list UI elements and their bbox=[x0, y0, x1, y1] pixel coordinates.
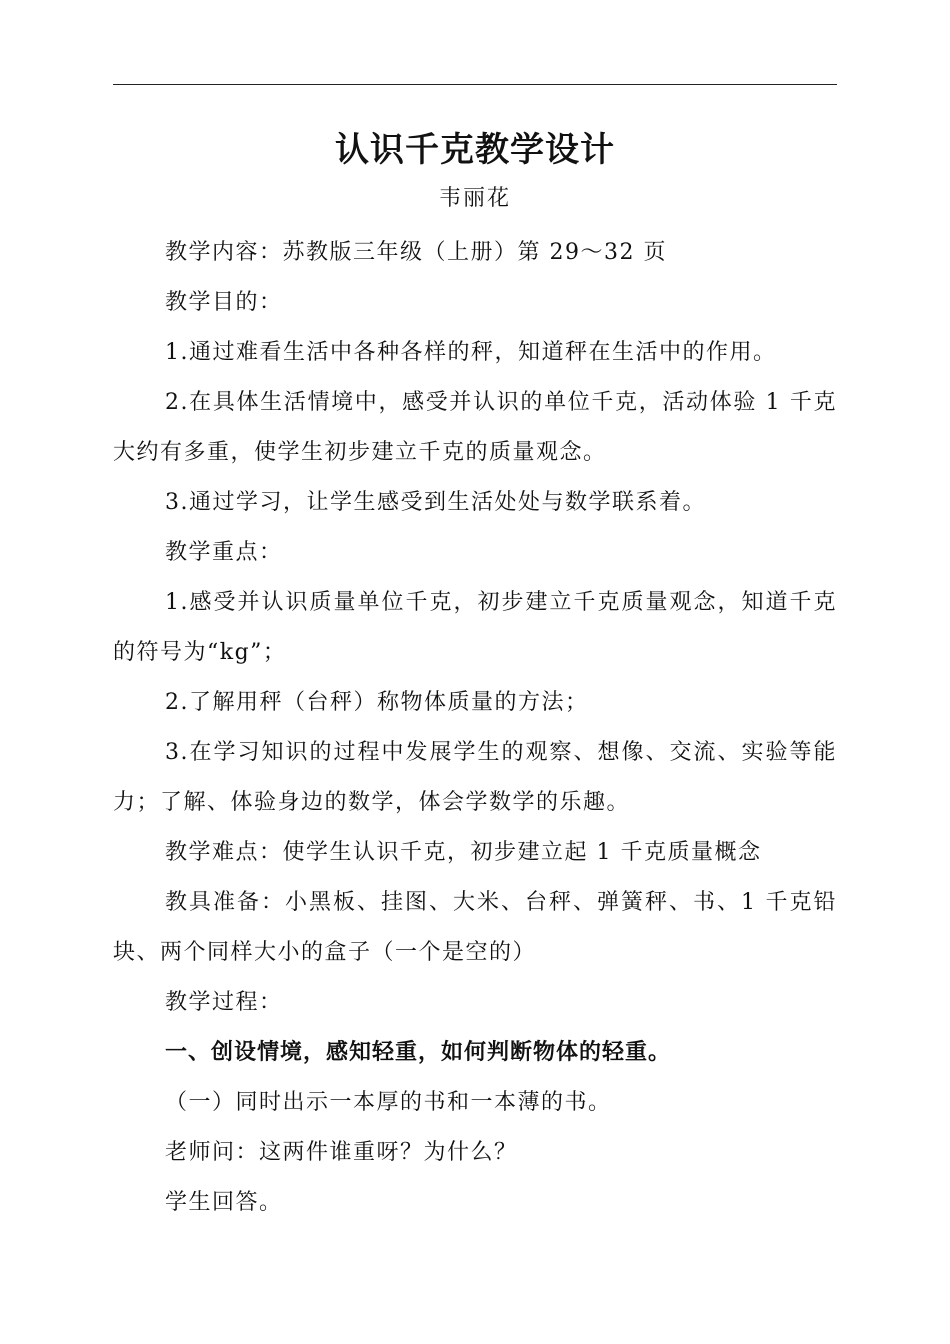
paragraph-key-point-1: 1.感受并认识质量单位千克，初步建立千克质量观念，知道千克的符号为“kg”； bbox=[113, 590, 837, 665]
paragraph-step-1: （一）同时出示一本厚的书和一本薄的书。 bbox=[165, 1090, 612, 1115]
paragraph-key-points-heading: 教学重点： bbox=[165, 540, 283, 565]
paragraph-teacher-question: 老师问：这两件谁重呀？为什么？ bbox=[165, 1140, 518, 1165]
document-title: 认识千克教学设计 bbox=[335, 130, 615, 170]
paragraph-student-answer: 学生回答。 bbox=[165, 1190, 283, 1215]
paragraph-key-point-2: 2.了解用秤（台秤）称物体质量的方法； bbox=[165, 690, 589, 715]
header-rule bbox=[113, 84, 837, 85]
paragraph-goal-3: 3.通过学习，让学生感受到生活处处与数学联系着。 bbox=[165, 490, 706, 515]
paragraph-key-point-3: 3.在学习知识的过程中发展学生的观察、想像、交流、实验等能力；了解、体验身边的数学，体会学数学的乐趣。 bbox=[113, 740, 837, 815]
section-heading-1: 一、创设情境，感知轻重，如何判断物体的轻重。 bbox=[165, 1040, 672, 1065]
paragraph-teaching-goals-heading: 教学目的： bbox=[165, 290, 283, 315]
paragraph-process-heading: 教学过程： bbox=[165, 990, 283, 1015]
document-author: 韦丽花 bbox=[438, 186, 511, 211]
paragraph-teaching-content: 教学内容：苏教版三年级（上册）第 29～32 页 bbox=[165, 240, 667, 265]
paragraph-goal-1: 1.通过难看生活中各种各样的秤，知道秤在生活中的作用。 bbox=[165, 340, 777, 365]
paragraph-difficulty: 教学难点：使学生认识千克，初步建立起 1 千克质量概念 bbox=[165, 840, 762, 865]
paragraph-materials: 教具准备：小黑板、挂图、大米、台秤、弹簧秤、书、1 千克铅块、两个同样大小的盒子（一个是空的） bbox=[113, 890, 837, 965]
paragraph-goal-2: 2.在具体生活情境中，感受并认识的单位千克，活动体验 1 千克大约有多重，使学生初步建立千克的质量观念。 bbox=[113, 390, 837, 465]
document-body bbox=[113, 228, 837, 1228]
